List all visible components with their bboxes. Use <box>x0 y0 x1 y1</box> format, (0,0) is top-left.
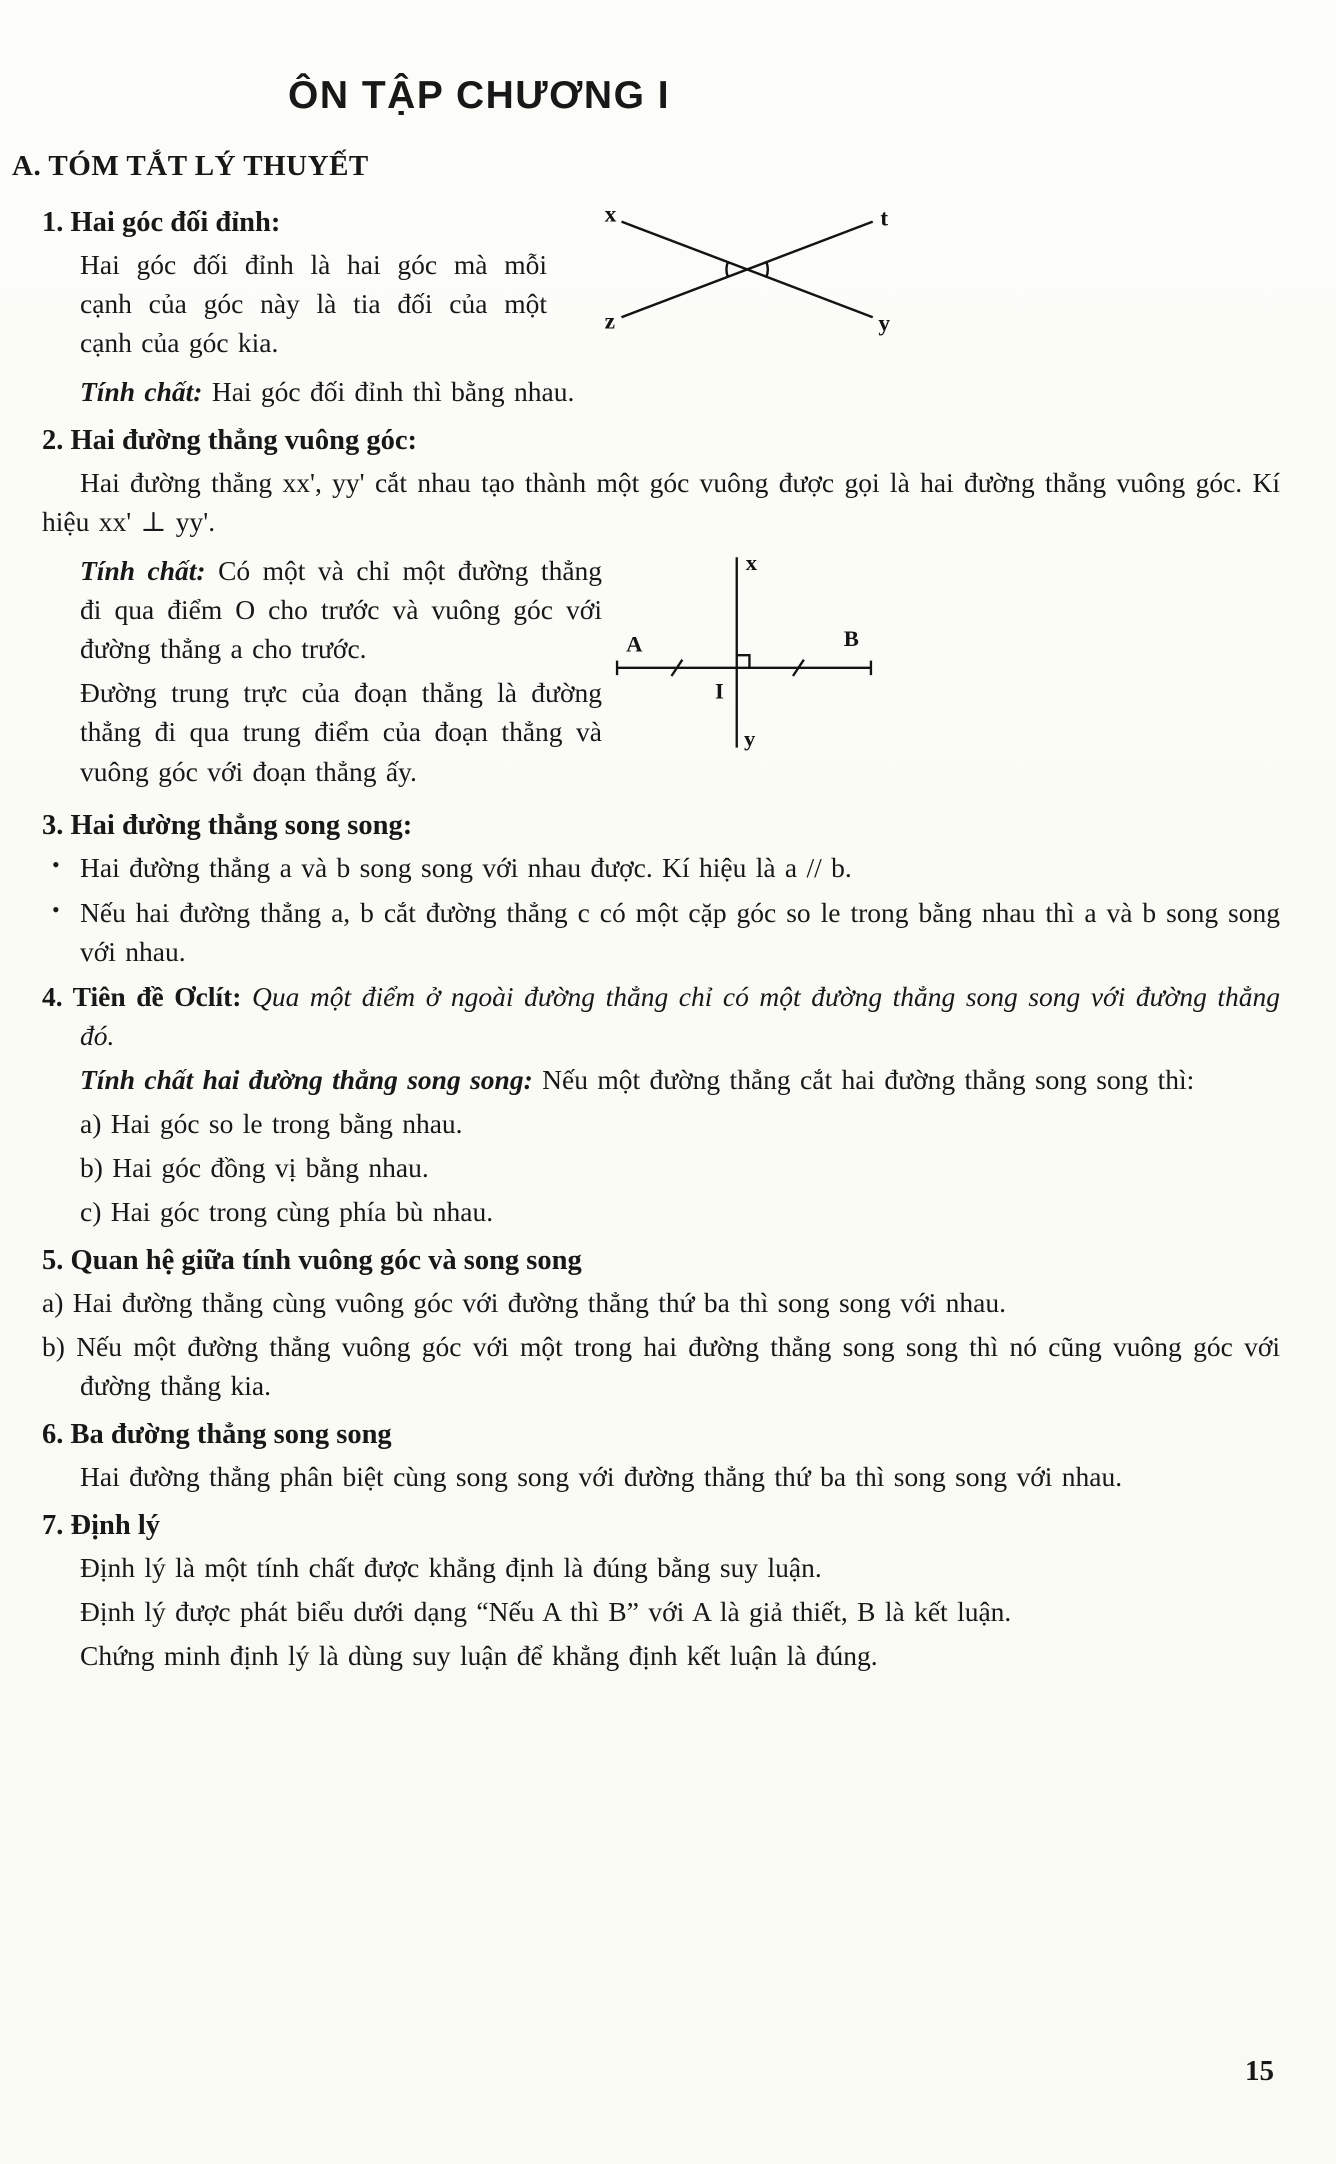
item-2-row <box>42 546 1280 795</box>
angle-arc-left <box>726 262 727 277</box>
item-4-property <box>42 1060 1280 1099</box>
vertical-angles-svg <box>599 201 899 337</box>
item-3-bullet-2 <box>42 893 1280 971</box>
item-2-text-column <box>42 546 602 795</box>
item-3-heading: 3. Hai đường thẳng song song: <box>42 809 413 841</box>
bullet-icon: • <box>52 851 60 877</box>
fig1-label-y: y <box>878 310 891 337</box>
item-2-property <box>42 551 602 668</box>
item-1-body: Hai góc đối đỉnh là hai góc mà mỗi cạnh của góc này là tia đối của một cạnh của góc kia. <box>80 249 547 359</box>
perpendicular-bisector-svg <box>608 550 880 763</box>
fig2-label-a: A <box>626 631 643 657</box>
fig1-label-t: t <box>880 205 889 232</box>
item-7-body-3: Chứng minh định lý là dùng suy luận để khẳng định kết luận là đúng. <box>80 1640 878 1672</box>
item-1-text-column <box>42 193 547 367</box>
figure-vertical-angles <box>547 193 1280 337</box>
item-5-point-a: a) Hai đường thẳng cùng vuông góc với đường thẳng thứ ba thì song song với nhau. <box>42 1286 1006 1318</box>
item-4-point-a: a) Hai góc so le trong bằng nhau. <box>80 1107 463 1139</box>
item-3-bullet-1-text: Hai đường thẳng a và b song song với nhau được. Kí hiệu là a // b. <box>80 851 852 883</box>
item-7-body-1: Định lý là một tính chất được khẳng định là đúng bằng suy luận. <box>80 1552 822 1584</box>
item-4-axiom-text: Qua một điểm ở ngoài đường thẳng chỉ có một đường thẳng song song với đường thẳng đó. <box>80 980 1281 1051</box>
fig2-label-b: B <box>843 626 859 652</box>
item-1-property-label: Tính chất: <box>80 376 203 408</box>
page-title: ÔN TẬP CHƯƠNG I <box>288 74 671 117</box>
page-number: 15 <box>1245 2055 1274 2087</box>
item-4-property-text: Nếu một đường thẳng cắt hai đường thẳng song song thì: <box>542 1063 1195 1095</box>
figure-perpendicular-bisector <box>602 546 1280 763</box>
right-angle-mark <box>737 655 750 668</box>
item-1-property-text: Hai góc đối đỉnh thì bằng nhau. <box>211 376 575 408</box>
item-4-point-c: c) Hai góc trong cùng phía bù nhau. <box>80 1195 494 1227</box>
item-1-property <box>42 372 1280 411</box>
item-7-body-2: Định lý được phát biểu dưới dạng “Nếu A thì B” với A là giả thiết, B là kết luận. <box>80 1596 1012 1628</box>
item-5-heading: 5. Quan hệ giữa tính vuông góc và song song <box>42 1244 582 1276</box>
item-1-heading: 1. Hai góc đối đỉnh: <box>42 207 281 238</box>
fig1-label-x: x <box>604 201 617 228</box>
item-2-property-label: Tính chất: <box>80 555 206 587</box>
item-4-label: 4. Tiên đề Ơclít: <box>42 980 242 1012</box>
item-4-point-b: b) Hai góc đồng vị bằng nhau. <box>80 1151 429 1183</box>
item-6-body: Hai đường thẳng phân biệt cùng song song với đường thẳng thứ ba thì song song với nhau. <box>80 1461 1123 1493</box>
item-3-bullet-1 <box>42 848 1280 887</box>
item-7-heading: 7. Định lý <box>42 1510 160 1542</box>
item-3-bullet-2-text: Nếu hai đường thẳng a, b cắt đường thẳng c có một cặp góc so le trong bằng nhau thì a và b song song với nhau. <box>80 896 1280 967</box>
item-5-point-b: b) Nếu một đường thẳng vuông góc với một trong hai đường thẳng song song thì nó cũng vuông góc với đường thẳng kia. <box>42 1331 1280 1402</box>
section-a-heading: A. TÓM TẮT LÝ THUYẾT <box>12 150 369 182</box>
item-2-body-2: Đường trung trực của đoạn thẳng là đường thẳng đi qua trung điểm của đoạn thẳng và vuông góc với đoạn thẳng ấy. <box>80 677 602 787</box>
item-1-row <box>42 193 1280 367</box>
item-4-property-label: Tính chất hai đường thẳng song song: <box>80 1063 533 1095</box>
item-2-property-text: Có một và chỉ một đường thẳng đi qua điểm O cho trước và vuông góc với đường thẳng a cho trước. <box>80 555 603 665</box>
item-2-heading: 2. Hai đường thẳng vuông góc: <box>42 425 417 457</box>
fig1-label-z: z <box>604 308 616 335</box>
item-4-axiom <box>42 977 1280 1055</box>
fig2-label-x: x <box>745 550 758 576</box>
angle-arc-right <box>766 262 767 277</box>
bullet-icon: • <box>52 896 60 922</box>
fig2-label-y: y <box>744 726 756 752</box>
fig2-label-i: I <box>714 678 724 704</box>
item-2-body-1: Hai đường thẳng xx', yy' cắt nhau tạo thành một góc vuông được gọi là hai đường thẳng vuông góc. Kí hiệu xx' ⊥ yy'. <box>42 467 1280 538</box>
item-6-heading: 6. Ba đường thẳng song song <box>42 1419 392 1451</box>
